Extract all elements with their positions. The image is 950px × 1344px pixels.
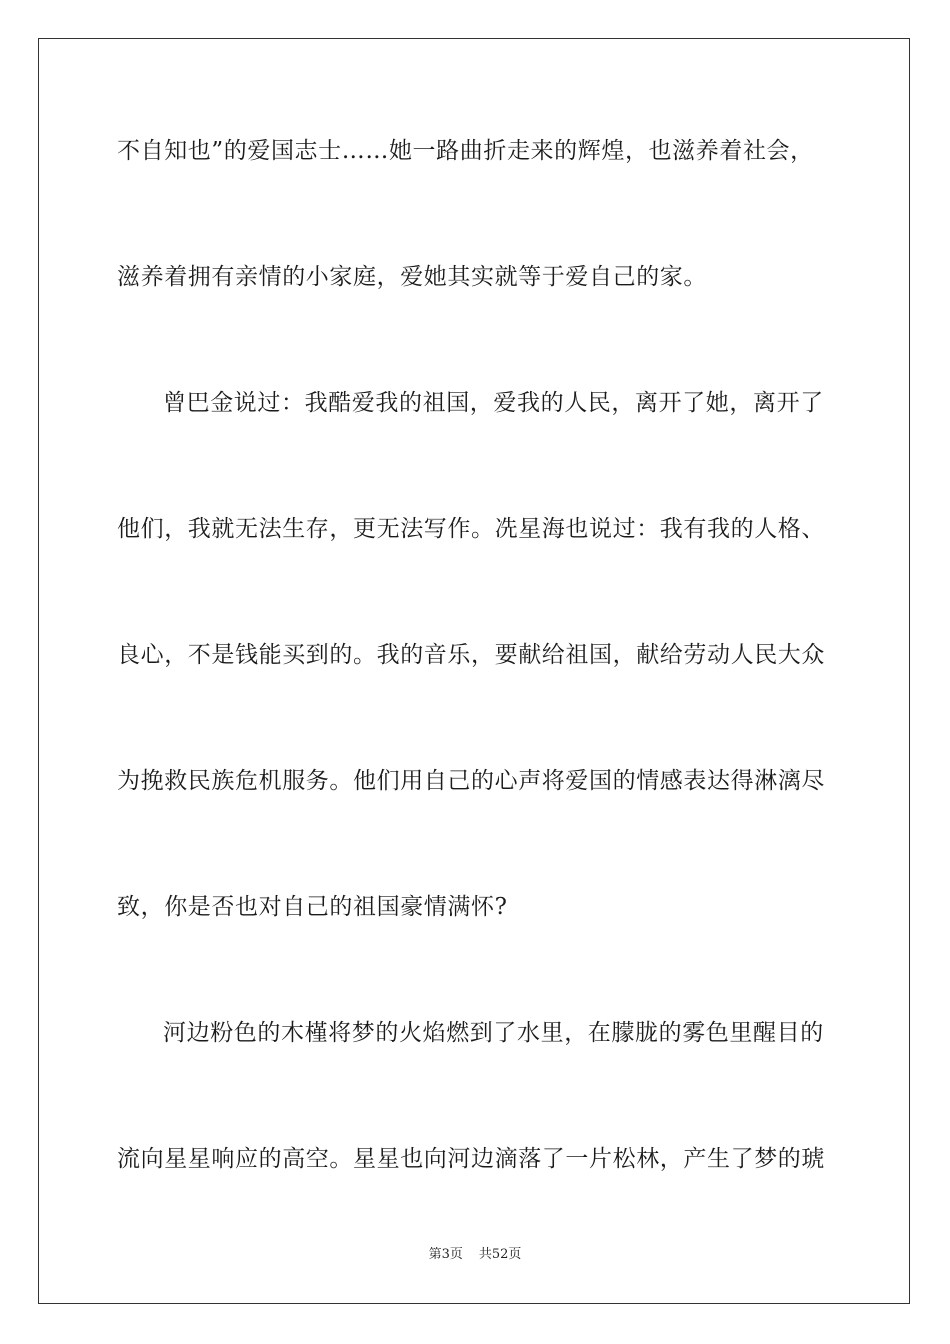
text-line: 为挽救民族危机服务。他们用自己的心声将爱国的情感表达得淋漓尽 [117,768,825,794]
page-border [38,38,910,1304]
page-number: 第3页 [428,1247,463,1262]
text-line: 良心，不是钱能买到的。我的音乐，要献给祖国，献给劳动人民大众 [117,642,825,668]
page-footer [0,1246,950,1264]
text-line: 滋养着拥有亲情的小家庭，爱她其实就等于爱自己的家。 [117,264,707,290]
text-line: 流向星星响应的高空。星星也向河边滴落了一片松林，产生了梦的琥 [117,1146,825,1172]
text-line: 致，你是否也对自己的祖国豪情满怀? [117,894,508,920]
paragraph-first-line: 河边粉色的木槿将梦的火焰燃到了水里，在朦胧的雾色里醒目的 [163,1020,824,1046]
paragraph-first-line: 曾巴金说过：我酷爱我的祖国，爱我的人民，离开了她，离开了 [163,390,824,416]
page-total: 共52页 [478,1247,522,1262]
text-line: 他们，我就无法生存，更无法写作。冼星海也说过：我有我的人格、 [117,516,825,542]
text-line: 不自知也”的爱国志士……她一路曲折走来的辉煌，也滋养着社会， [117,138,814,164]
